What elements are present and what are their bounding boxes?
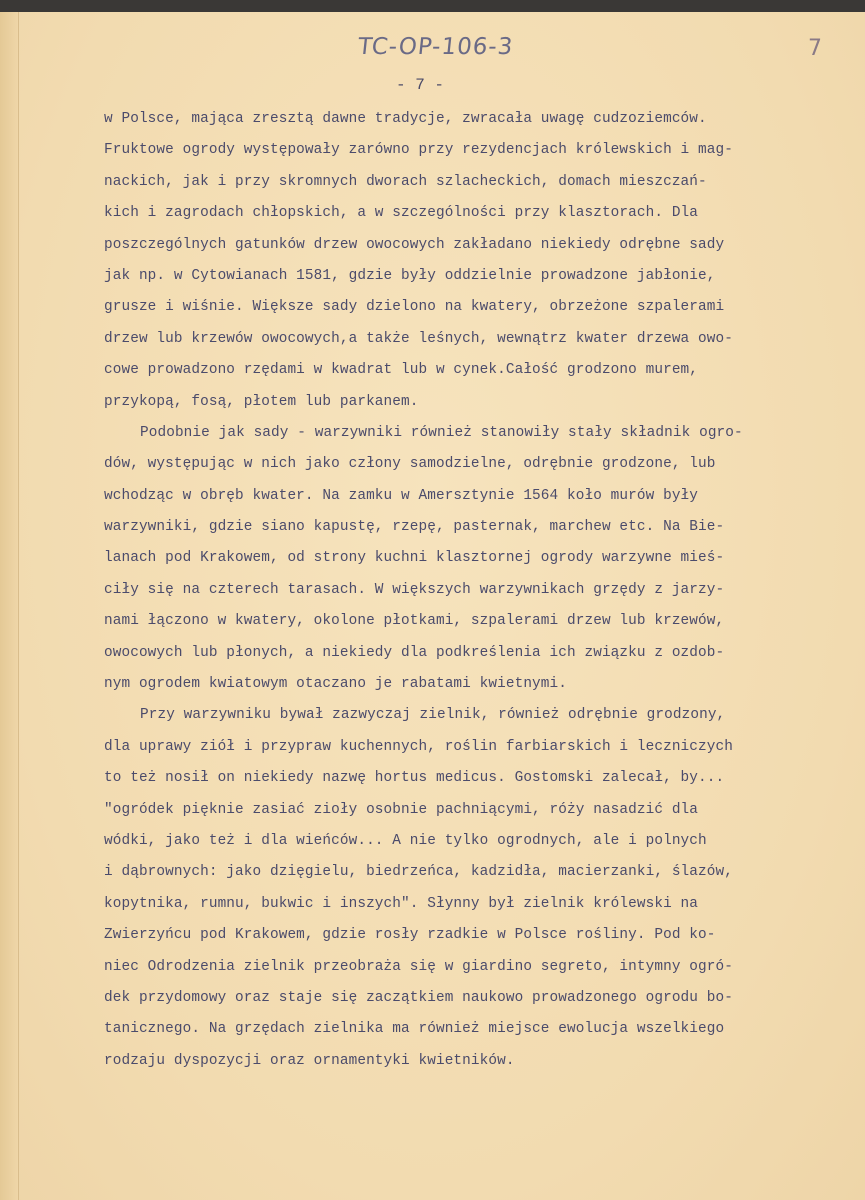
text-line: przykopą, fosą, płotem lub parkanem.	[104, 393, 419, 410]
text-line: poszczególnych gatunków drzew owocowych zakładano niekiedy odrębne sady	[104, 236, 725, 253]
text-line: cowe prowadzono rzędami w kwadrat lub w cynek.Całość grodzono murem,	[104, 362, 699, 379]
text-line: kopytnika, rumnu, bukwic i inszych". Słynny był zielnik królewski na	[104, 895, 699, 912]
text-line: nym ogrodem kwiatowym otaczano je rabatami kwietnymi.	[104, 676, 567, 693]
text-line: to też nosił on niekiedy nazwę hortus medicus. Gostomski zalecał, by...	[104, 770, 725, 787]
text-line: warzywniki, gdzie siano kapustę, rzepę, pasternak, marchew etc. Na Bie-	[104, 519, 725, 536]
text-line: dla uprawy ziół i przypraw kuchennych, roślin farbiarskich i leczniczych	[104, 738, 733, 755]
text-line: niec Odrodzenia zielnik przeobraża się w giardino segreto, intymny ogró-	[104, 958, 733, 975]
text-line: grusze i wiśnie. Większe sady dzielono na kwatery, obrzeżone szpalerami	[104, 299, 725, 316]
text-line: dów, występując w nich jako człony samodzielne, odrębnie grodzone, lub	[104, 456, 716, 473]
text-line: nackich, jak i przy skromnych dworach szlacheckich, domach mieszczań-	[104, 173, 707, 190]
text-line: tanicznego. Na grzędach zielnika ma również miejsce ewolucja wszelkiego	[104, 1021, 725, 1038]
text-line: w Polsce, mająca zresztą dawne tradycje, zwracała uwagę cudzoziemców.	[104, 111, 707, 127]
text-line: i dąbrownych: jako dzięgielu, biedrzeńca, kadzidła, macierzanki, ślazów,	[104, 864, 733, 881]
text-line: rodzaju dyspozycji oraz ornamentyki kwietników.	[104, 1052, 515, 1069]
text-line: wchodząc w obręb kwater. Na zamku w Amersztynie 1564 koło murów były	[104, 487, 699, 504]
text-line: owocowych lub płonych, a niekiedy dla podkreślenia ich związku z ozdob-	[104, 644, 725, 661]
text-line: "ogródek pięknie zasiać zioły osobnie pachniącymi, róży nasadzić dla	[104, 801, 699, 818]
text-line: Zwierzyńcu pod Krakowem, gdzie rosły rzadkie w Polsce rośliny. Pod ko-	[104, 927, 716, 944]
text-line: Podobnie jak sady - warzywniki również stanowiły stały składnik ogro-	[140, 424, 743, 441]
page-number: - 7 -	[396, 76, 445, 94]
text-line: lanach pod Krakowem, od strony kuchni klasztornej ogrody warzywne mieś-	[104, 550, 725, 567]
archive-code: TC-OP-106-3	[356, 34, 515, 60]
text-line: drzew lub krzewów owocowych,a także leśnych, wewnątrz kwater drzewa owo-	[104, 330, 733, 347]
text-line: dek przydomowy oraz staje się zaczątkiem naukowo prowadzonego ogrodu bo-	[104, 989, 733, 1006]
text-line: wódki, jako też i dla wieńców... A nie tylko ogrodnych, ale i polnych	[104, 832, 707, 849]
page-binding-edge	[0, 12, 19, 1200]
text-line: kich i zagrodach chłopskich, a w szczególności przy klasztorach. Dla	[104, 205, 699, 222]
text-line: nami łączono w kwatery, okolone płotkami, szpalerami drzew lub krzewów,	[104, 613, 725, 630]
text-line: Fruktowe ogrody występowały zarówno przy rezydencjach królewskich i mag-	[104, 142, 733, 159]
text-line: jak np. w Cytowianach 1581, gdzie były oddzielnie prowadzone jabłonie,	[104, 267, 716, 284]
text-line: ciły się na czterech tarasach. W większych warzywnikach grzędy z jarzy-	[104, 581, 725, 598]
typewritten-text	[104, 104, 864, 1077]
folio-number: 7	[808, 36, 822, 61]
text-line: Przy warzywniku bywał zazwyczaj zielnik, również odrębnie grodzony,	[140, 707, 726, 724]
